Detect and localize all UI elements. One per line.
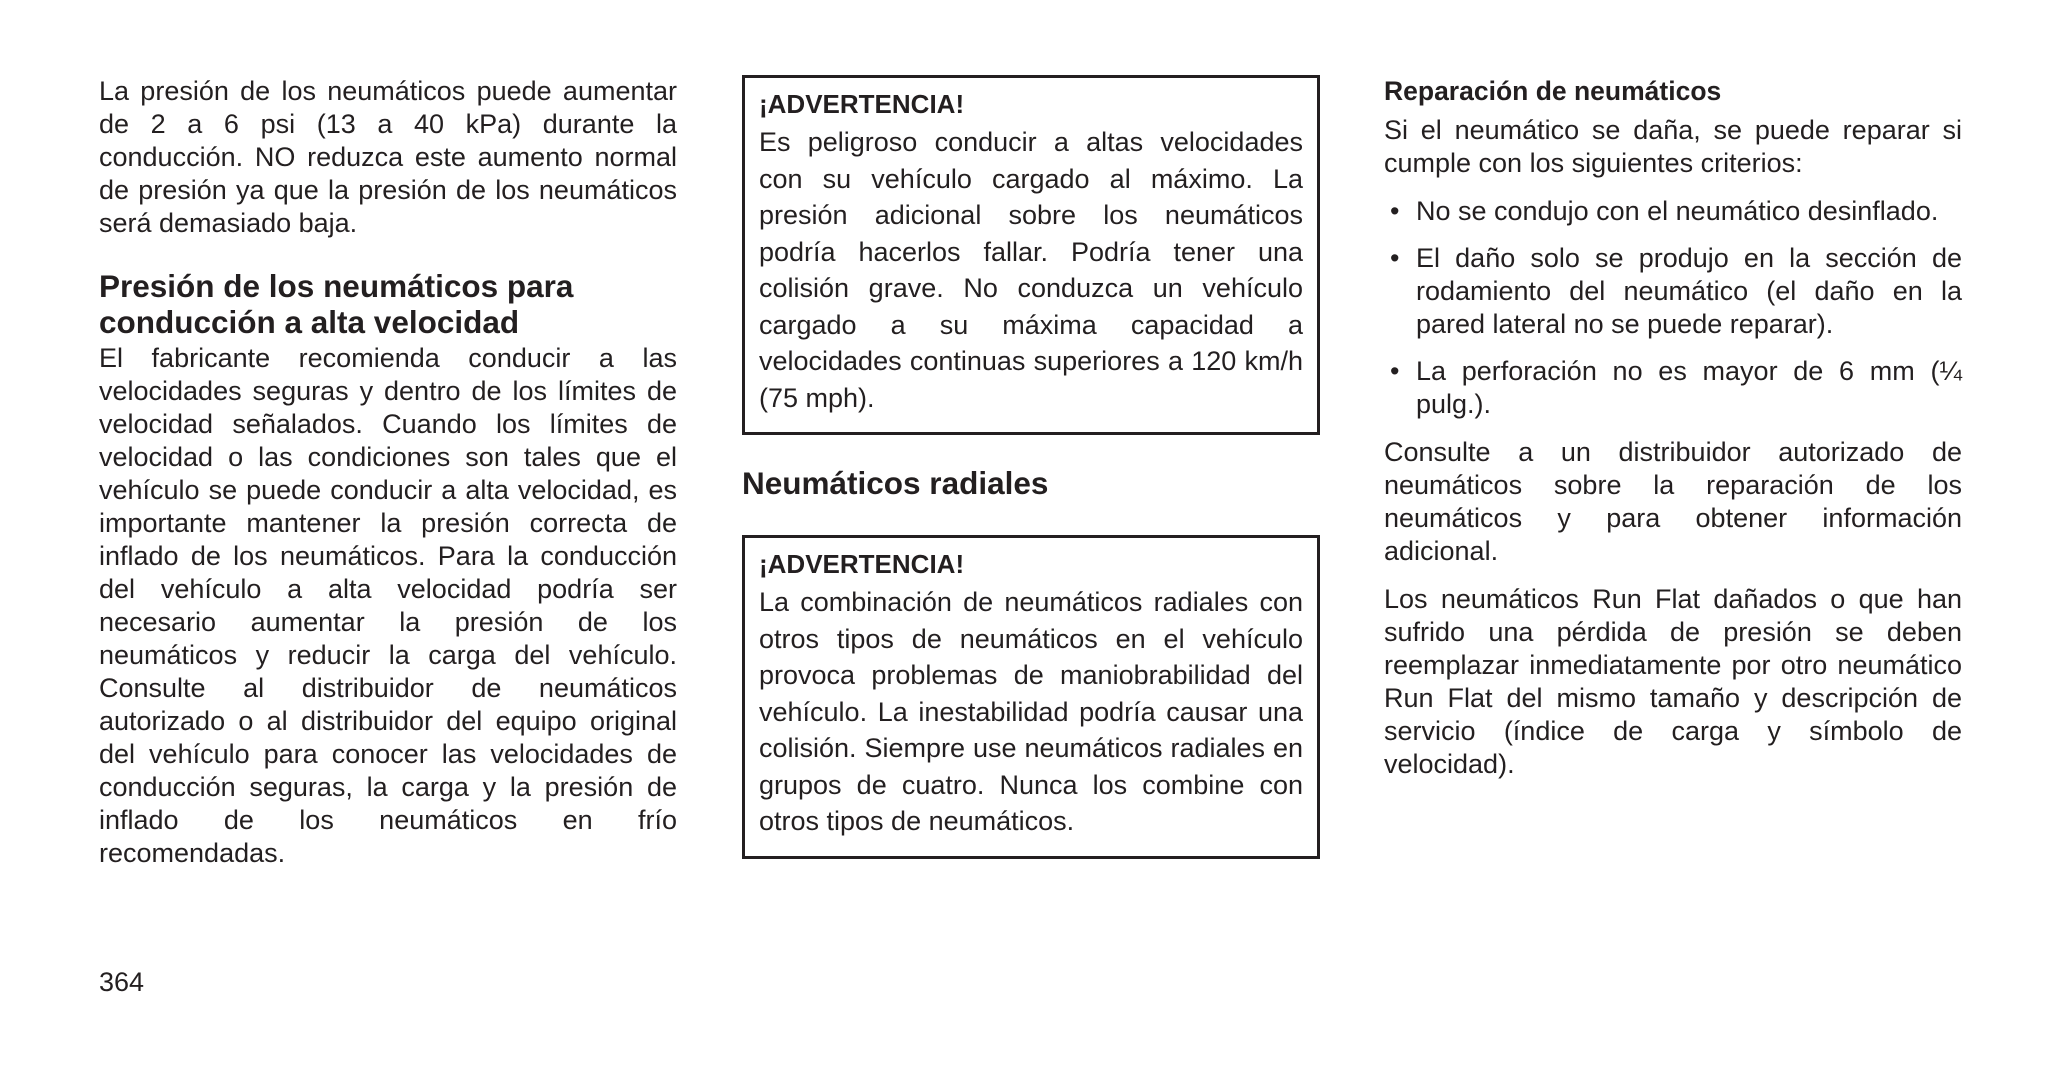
list-item-text: No se condujo con el neumático desinflado. [1416,196,1939,226]
warning-title: ¡ADVERTENCIA! [759,549,965,579]
warning-title: ¡ADVERTENCIA! [759,89,965,119]
list-item-text: La perforación no es mayor de 6 mm (¼ pulg.). [1416,356,1962,419]
bullet-icon: • [1390,243,1400,273]
warning-text: Es peligroso conducir a altas velocidades con su vehículo cargado al máximo. La presión adicional sobre los neumáticos podría hacerlos fallar. Podría tener una colisión grave. No conduzca un vehículo cargado a su máxima capacidad a velocidades continuas superiores a 120 km/h (75 mph). [759,127,1303,413]
middle-column [742,75,1320,859]
right-column [1384,75,1962,781]
tire-repair-heading: Reparación de neumáticos [1384,76,1722,106]
run-flat-paragraph: Los neumáticos Run Flat dañados o que han sufrido una pérdida de presión se deben reemplazar inmediatamente por otro neumático Run Flat del mismo tamaño y descripción de servicio (índice de carga y símbolo de velocidad). [1384,584,1962,779]
page-number: 364 [99,967,145,997]
bullet-icon: • [1390,196,1400,226]
list-item-text: El daño solo se produjo en la sección de rodamiento del neumático (el daño en la pared lateral no se puede reparar). [1416,243,1962,339]
warning-text: La combinación de neumáticos radiales con otros tipos de neumáticos en el vehículo provoca problemas de maniobrabilidad del vehículo. La inestabilidad podría causar una colisión. Siempre use neumáticos radiales en grupos de cuatro. Nunca los combine con otros tipos de neumáticos. [759,587,1303,836]
list-item [1384,195,1962,228]
high-speed-pressure-heading: Presión de los neumáticos para conducción a alta velocidad [99,268,574,340]
bullet-icon: • [1390,356,1400,386]
tire-repair-intro: Si el neumático se daña, se puede reparar si cumple con los siguientes criterios: [1384,115,1962,178]
list-item [1384,242,1962,341]
left-column [99,75,677,870]
intro-paragraph: La presión de los neumáticos puede aumentar de 2 a 6 psi (13 a 40 kPa) durante la conducción. NO reduzca este aumento normal de presión ya que la presión de los neumáticos será demasiado baja. [99,76,677,238]
warning-box-radial-tires [742,535,1320,859]
radial-tires-heading: Neumáticos radiales [742,465,1049,501]
warning-box-high-speed [742,75,1320,435]
list-item [1384,355,1962,421]
dealer-consult-paragraph: Consulte a un distribuidor autorizado de neumáticos sobre la reparación de los neumáticos y para obtener información adicional. [1384,437,1962,566]
repair-criteria-list [1384,195,1962,421]
high-speed-pressure-paragraph: El fabricante recomienda conducir a las velocidades seguras y dentro de los límites de velocidad señalados. Cuando los límites de velocidad o las condiciones son tales que el vehículo se puede conducir a alta velocidad, es importante mantener la presión correcta de inflado de los neumáticos. Para la conducción del vehículo a alta velocidad podría ser necesario aumentar la presión de los neumáticos y reducir la carga del vehículo. Consulte al distribuidor de neumáticos autorizado o al distribuidor del equipo original del vehículo para conocer las velocidades de conducción seguras, la carga y la presión de inflado de los neumáticos en frío recomendadas. [99,343,677,868]
